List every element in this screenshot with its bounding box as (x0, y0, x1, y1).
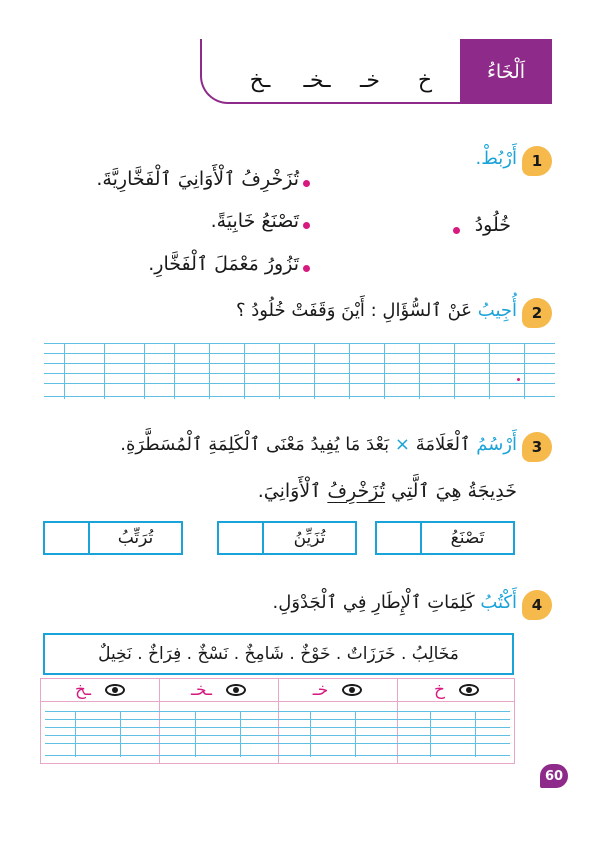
column-header-2 (278, 679, 397, 701)
sentence-end: ٱلْأَوَانِيَ. (257, 480, 322, 502)
exercise-4-verb: أَكْتُبُ (480, 592, 517, 613)
cross-mark-icon: × (394, 434, 411, 455)
letter-form-isolated: خ (417, 68, 433, 93)
exercise-3-sentence (258, 480, 517, 502)
option-2-label: تُزَيِّنُ (293, 528, 326, 548)
letter-form-final: ـخ (249, 68, 271, 93)
match-item-3: تَزُورُ مَعْمَلَ ٱلْفَخَّارِ. (148, 253, 299, 275)
eye-icon (105, 684, 125, 696)
eye-icon (226, 684, 246, 696)
underlined-word: تُزَخْرِفُ (327, 480, 386, 502)
option-3-checkbox[interactable] (45, 523, 90, 553)
match-dot-3[interactable] (303, 265, 310, 272)
exercise-4-instruction (273, 592, 517, 613)
exercise-3-text-a: ٱلْعَلَامَةَ (415, 434, 471, 455)
column-header-3 (159, 679, 278, 701)
column-4-letter: ـخ (75, 680, 91, 700)
match-dot-2[interactable] (303, 222, 310, 229)
letter-form-initial: خـ (359, 68, 381, 93)
exercise-2-badge: 2 (522, 298, 552, 328)
exercise-4-badge: 4 (522, 590, 552, 620)
exercise-4-text: كَلِمَاتِ ٱلْإِطَارِ فِي ٱلْجَدْوَلِ. (272, 592, 475, 613)
column-header-1 (397, 679, 516, 701)
letter-table (40, 678, 515, 764)
option-box-3[interactable] (43, 521, 183, 555)
exercise-2-question: عَنْ ٱلسُّؤَالِ : أَيْنَ وَقَفَتْ خُلُودُ ؟ (235, 300, 473, 321)
eye-icon (459, 684, 479, 696)
match-dot-1[interactable] (303, 180, 310, 187)
exercise-3-verb: أَرْسُمُ (476, 434, 517, 455)
option-2-checkbox[interactable] (219, 523, 264, 553)
column-1-letter: خ (434, 680, 445, 700)
start-dot (517, 378, 520, 381)
exercise-3-badge: 3 (522, 432, 552, 462)
exercise-3-instruction (120, 434, 517, 455)
exercise-1-instruction: أَرْبُطْ. (475, 148, 517, 169)
option-3-label: تُرَتِّبُ (117, 528, 154, 548)
exercise-2-instruction (236, 300, 517, 321)
option-1-checkbox[interactable] (377, 523, 422, 553)
eye-icon (342, 684, 362, 696)
option-box-1[interactable] (375, 521, 515, 555)
page-number: 60 (540, 764, 568, 788)
table-writing-grid[interactable] (45, 711, 510, 757)
match-item-2: تَصْنَعُ خَابِيَةً. (210, 210, 299, 232)
sentence-start: خَدِيجَةُ هِيَ ٱلَّتِي (391, 480, 517, 502)
match-item-1: تُزَخْرِفُ ٱلْأَوَانِيَ ٱلْفَخَّارِيَّةَ. (96, 168, 299, 190)
lesson-title: اَلْخَاءُ (460, 39, 552, 104)
match-dot-name[interactable] (453, 227, 460, 234)
column-3-letter: ـخـ (191, 680, 212, 700)
exercise-1-badge: 1 (522, 146, 552, 176)
option-box-2[interactable] (217, 521, 357, 555)
option-1-label: تَصْنَعُ (450, 528, 485, 548)
exercise-2-verb: أُجِيبُ (477, 300, 517, 321)
answer-writing-grid[interactable] (43, 342, 556, 400)
exercise-3-text-b: بَعْدَ مَا يُفِيدُ مَعْنَى ٱلْكَلِمَةِ ٱلْمُسَطَّرَةِ. (120, 434, 390, 455)
letter-form-medial: ـخـ (303, 68, 331, 93)
match-name: خُلُودُ (474, 214, 511, 236)
word-frame: مَخَالِبُ . خَرَزَاتٌ . خَوْخٌ . شَامِخٌ . نَسْخٌ . فِرَاخٌ . نَخِيلٌ (43, 633, 514, 675)
column-2-letter: خـ (312, 680, 329, 700)
column-header-4 (41, 679, 159, 701)
